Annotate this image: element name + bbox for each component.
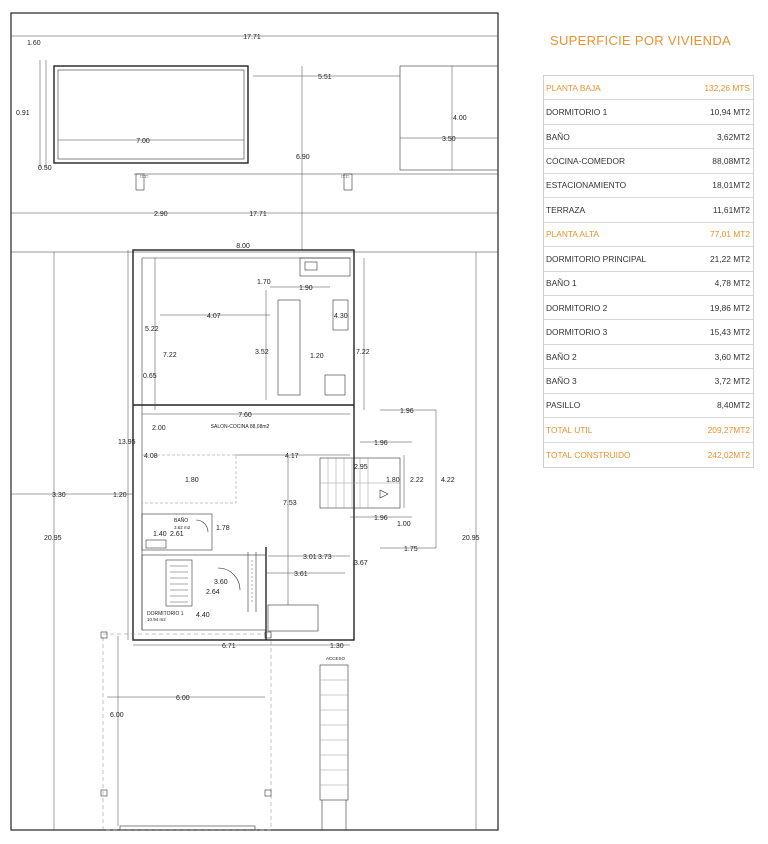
area-row-value: 8,40MT2	[716, 400, 750, 411]
dim-bed-d: 3.61	[294, 571, 308, 578]
area-row	[544, 149, 753, 173]
area-row	[544, 76, 753, 100]
area-row-value: 88,08MT2	[712, 156, 750, 167]
bed-label: DORMITORIO 1	[147, 611, 184, 617]
area-row	[544, 100, 753, 124]
dim-left-c: 2.00	[152, 425, 166, 432]
bedroom-1	[142, 552, 318, 631]
dim-parking-width: 6.00	[176, 695, 190, 702]
svg-text:□□□: □□□	[140, 174, 149, 179]
dim-left-a: 5.22	[145, 326, 159, 333]
area-row-label: ESTACIONAMIENTO	[546, 180, 627, 191]
area-row-value: 4,78 MT2	[714, 278, 750, 289]
area-row-value: 19,86 MT2	[709, 302, 750, 313]
dim-terrace-depth: 4.00	[453, 115, 467, 122]
dim-bath-b: 2.61	[170, 531, 184, 538]
area-row-label: DORMITORIO PRINCIPAL	[546, 253, 647, 264]
dim-hall-a: 1.80	[185, 477, 199, 484]
dim-kitchen-depth: 1.70	[257, 279, 271, 286]
dim-left-d: 4.08	[144, 453, 158, 460]
area-row	[544, 125, 753, 149]
dim-parking-depth: 6.00	[110, 712, 124, 719]
dim-access-width: 1.30	[330, 643, 344, 650]
area-row-value: 15,43 MT2	[709, 327, 750, 338]
dim-bed-g: 4.40	[196, 612, 210, 619]
dim-total-left: 13.95	[118, 439, 136, 446]
dim-right-b: 1.96	[400, 408, 414, 415]
dim-living-width: 7.60	[238, 412, 252, 419]
area-row	[544, 296, 753, 320]
dim-left-setback-top: 2.90	[154, 211, 168, 218]
area-row-label: TOTAL UTIL	[546, 424, 593, 435]
area-row-value: 11,61MT2	[712, 204, 750, 215]
dim-lot-depth-right: 20.95	[462, 535, 480, 542]
area-row-value: 132,26 MTS	[704, 82, 750, 93]
access-label: ACCESO	[326, 656, 346, 661]
area-row-label: BAÑO 1	[546, 278, 577, 289]
access-path	[320, 665, 348, 830]
dim-bed-f: 2.64	[206, 589, 220, 596]
area-row	[544, 198, 753, 222]
area-row-value: 3,62MT2	[716, 131, 750, 142]
dim-bed-a: 3.01	[303, 554, 317, 561]
area-row-value: 242,02MT2	[707, 449, 750, 460]
area-row-value: 10,94 MT2	[709, 107, 750, 118]
dim-top-offset: 1.60	[27, 40, 41, 47]
area-row-value: 77,01 MT2	[709, 229, 750, 240]
area-row	[544, 223, 753, 247]
dim-pool-side: 0.91	[16, 110, 30, 117]
area-row	[544, 369, 753, 393]
dim-bed-c: 3.67	[354, 560, 368, 567]
summary-title: SUPERFICIE POR VIVIENDA	[550, 33, 731, 48]
dim-stair-c: 2.22	[410, 477, 424, 484]
lot-boundary	[11, 13, 498, 830]
area-row	[544, 272, 753, 296]
dim-right-d: 4.22	[441, 477, 455, 484]
dim-right-f: 1.00	[397, 521, 411, 528]
dim-counter: 1.90	[299, 285, 313, 292]
dim-pool-length: 7.00	[136, 138, 150, 145]
dim-mid-a: 3.52	[255, 349, 269, 356]
dim-hall-b: 7.53	[283, 500, 297, 507]
dim-yard-depth: 6.90	[296, 154, 310, 161]
area-row	[544, 247, 753, 271]
area-row	[544, 320, 753, 344]
bath-label: BAÑO	[174, 518, 189, 524]
bed-area: 10.94 m2	[147, 617, 166, 622]
area-summary-table	[543, 75, 754, 468]
dim-left-setback: 3.30	[52, 492, 66, 499]
area-row	[544, 418, 753, 442]
area-row-label: BAÑO 2	[546, 351, 577, 362]
area-row-value: 21,22 MT2	[709, 253, 750, 264]
living-label: SALON-COCINA 88,08m2	[210, 424, 270, 430]
dim-house-width: 8.00	[236, 243, 250, 250]
area-row-value: 3,60 MT2	[714, 351, 750, 362]
parking-area	[101, 632, 271, 830]
dim-lot-depth-left: 20.95	[44, 535, 62, 542]
dim-left-b: 7.22	[163, 352, 177, 359]
area-row-label: DORMITORIO 3	[546, 327, 608, 338]
area-row	[544, 174, 753, 198]
dim-small-a: 0.65	[143, 373, 157, 380]
area-row-label: DORMITORIO 1	[546, 107, 608, 118]
dim-bath-a: 1.40	[153, 531, 167, 538]
dim-bed-b: 3.73	[318, 554, 332, 561]
area-row-label: PLANTA BAJA	[546, 82, 601, 93]
dim-bed-e: 3.60	[214, 579, 228, 586]
area-row	[544, 345, 753, 369]
bath-area: 3.62 m2	[174, 525, 191, 530]
area-row-label: PLANTA ALTA	[546, 229, 600, 240]
dim-right-c: 1.96	[374, 440, 388, 447]
area-row-label: TOTAL CONSTRUIDO	[546, 449, 631, 460]
area-row-label: DORMITORIO 2	[546, 302, 608, 313]
dim-island: 1.20	[310, 353, 324, 360]
area-row-label: BAÑO 3	[546, 375, 577, 386]
area-row	[544, 443, 753, 467]
dim-stair: 2.95	[354, 464, 368, 471]
dim-terrace-width: 5.51	[318, 74, 332, 81]
dim-terrace-inner: 3.50	[442, 136, 456, 143]
pool	[40, 60, 248, 168]
area-row-label: TERRAZA	[546, 204, 586, 215]
area-row-value: 209,27MT2	[707, 424, 750, 435]
area-row-label: PASILLO	[546, 400, 581, 411]
dim-stair-b: 1.80	[386, 477, 400, 484]
dim-right-a: 7.22	[356, 349, 370, 356]
dim-span-a: 4.07	[207, 313, 221, 320]
dim-mid-b: 4.17	[285, 453, 299, 460]
dim-right-e: 1.96	[374, 515, 388, 522]
area-row-label: COCINA-COMEDOR	[546, 156, 626, 167]
area-row-label: BAÑO	[546, 131, 570, 142]
kitchen	[278, 258, 350, 395]
dim-fridge: 4.30	[334, 313, 348, 320]
area-row-value: 3,72 MT2	[714, 375, 750, 386]
dim-bath-width: 1.78	[216, 525, 230, 532]
dim-pool-step: 0.50	[38, 165, 52, 172]
dim-left-e: 1.20	[113, 492, 127, 499]
dim-front-width: 6.71	[222, 643, 236, 650]
area-row	[544, 394, 753, 418]
area-row-value: 18,01MT2	[712, 180, 750, 191]
dim-overall-top: 17.71	[243, 34, 261, 41]
dim-overall-mid: 17.71	[249, 211, 267, 218]
svg-text:□□□: □□□	[341, 174, 350, 179]
dim-right-g: 1.75	[404, 546, 418, 553]
